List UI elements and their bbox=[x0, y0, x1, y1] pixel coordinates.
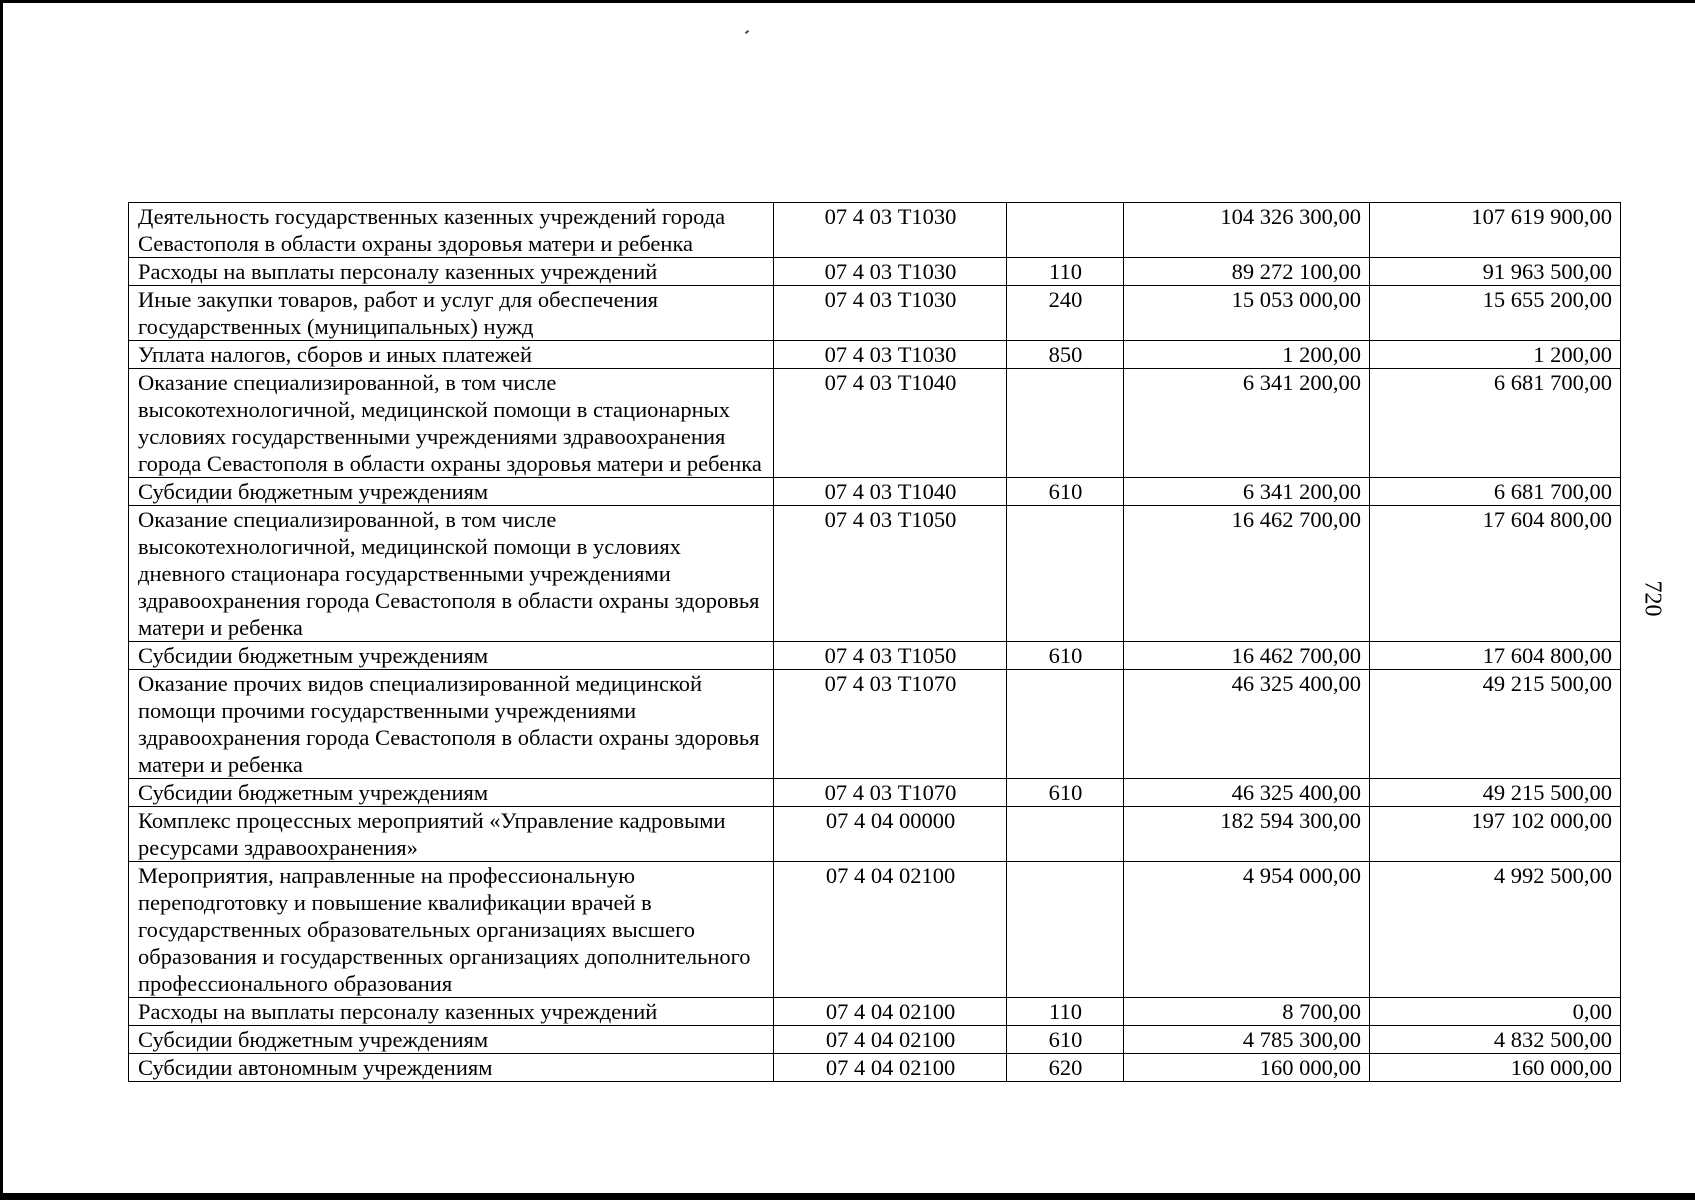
row-name-cell: Субсидии бюджетным учреждениям bbox=[129, 779, 774, 807]
table-row bbox=[129, 478, 1621, 506]
row-amount-2-cell: 17 604 800,00 bbox=[1370, 506, 1621, 642]
row-amount-2-cell: 197 102 000,00 bbox=[1370, 807, 1621, 862]
row-amount-2-cell: 4 992 500,00 bbox=[1370, 862, 1621, 998]
row-amount-2-cell: 4 832 500,00 bbox=[1370, 1026, 1621, 1054]
row-amount-2-cell: 49 215 500,00 bbox=[1370, 670, 1621, 779]
budget-table-body bbox=[129, 203, 1621, 1082]
table-row bbox=[129, 1026, 1621, 1054]
row-amount-1-cell: 1 200,00 bbox=[1124, 341, 1370, 369]
row-code-cell: 07 4 03 Т1030 bbox=[774, 341, 1007, 369]
row-name-cell: Иные закупки товаров, работ и услуг для обеспечения государственных (муниципальных) нужд bbox=[129, 286, 774, 341]
row-amount-1-cell: 46 325 400,00 bbox=[1124, 779, 1370, 807]
row-type-cell: 610 bbox=[1007, 478, 1124, 506]
row-name-cell: Расходы на выплаты персоналу казенных учреждений bbox=[129, 258, 774, 286]
row-name-cell: Субсидии бюджетным учреждениям bbox=[129, 478, 774, 506]
row-type-cell: 110 bbox=[1007, 258, 1124, 286]
row-type-cell bbox=[1007, 369, 1124, 478]
row-code-cell: 07 4 03 Т1040 bbox=[774, 478, 1007, 506]
row-amount-1-cell: 182 594 300,00 bbox=[1124, 807, 1370, 862]
row-amount-2-cell: 0,00 bbox=[1370, 998, 1621, 1026]
row-type-cell: 610 bbox=[1007, 1026, 1124, 1054]
row-name-cell: Субсидии бюджетным учреждениям bbox=[129, 642, 774, 670]
page-number: 720 bbox=[1639, 580, 1666, 617]
row-code-cell: 07 4 03 Т1070 bbox=[774, 779, 1007, 807]
table-row bbox=[129, 369, 1621, 478]
row-amount-2-cell: 15 655 200,00 bbox=[1370, 286, 1621, 341]
row-name-cell: Уплата налогов, сборов и иных платежей bbox=[129, 341, 774, 369]
row-type-cell bbox=[1007, 862, 1124, 998]
row-amount-1-cell: 6 341 200,00 bbox=[1124, 478, 1370, 506]
budget-table bbox=[128, 202, 1621, 1082]
row-amount-2-cell: 17 604 800,00 bbox=[1370, 642, 1621, 670]
row-code-cell: 07 4 03 Т1030 bbox=[774, 203, 1007, 258]
row-type-cell: 620 bbox=[1007, 1054, 1124, 1082]
row-name-cell: Деятельность государственных казенных учреждений города Севастополя в области охраны здоровья матери и ребенка bbox=[129, 203, 774, 258]
row-amount-1-cell: 4 954 000,00 bbox=[1124, 862, 1370, 998]
row-name-cell: Оказание прочих видов специализированной медицинской помощи прочими государственными учреждениями здравоохранения города Севастополя в области охраны здоровья матери и ребенка bbox=[129, 670, 774, 779]
row-code-cell: 07 4 04 00000 bbox=[774, 807, 1007, 862]
row-code-cell: 07 4 04 02100 bbox=[774, 1054, 1007, 1082]
scan-edge-bottom bbox=[0, 1193, 1695, 1200]
table-row bbox=[129, 807, 1621, 862]
table-row bbox=[129, 203, 1621, 258]
row-amount-2-cell: 160 000,00 bbox=[1370, 1054, 1621, 1082]
scan-edge-top bbox=[0, 0, 1695, 3]
table-row bbox=[129, 779, 1621, 807]
row-amount-2-cell: 49 215 500,00 bbox=[1370, 779, 1621, 807]
row-amount-1-cell: 89 272 100,00 bbox=[1124, 258, 1370, 286]
row-amount-2-cell: 6 681 700,00 bbox=[1370, 478, 1621, 506]
row-code-cell: 07 4 03 Т1030 bbox=[774, 286, 1007, 341]
row-type-cell bbox=[1007, 807, 1124, 862]
table-row bbox=[129, 286, 1621, 341]
row-code-cell: 07 4 03 Т1040 bbox=[774, 369, 1007, 478]
row-name-cell: Оказание специализированной, в том числе высокотехнологичной, медицинской помощи в условиях дневного стационара государственными учреждениями здравоохранения города Севастополя в области охраны здоровья матери и ребенка bbox=[129, 506, 774, 642]
row-name-cell: Комплекс процессных мероприятий «Управление кадровыми ресурсами здравоохранения» bbox=[129, 807, 774, 862]
row-name-cell: Расходы на выплаты персоналу казенных учреждений bbox=[129, 998, 774, 1026]
row-name-cell: Субсидии автономным учреждениям bbox=[129, 1054, 774, 1082]
table-row bbox=[129, 998, 1621, 1026]
row-type-cell bbox=[1007, 670, 1124, 779]
table-row bbox=[129, 341, 1621, 369]
row-amount-1-cell: 16 462 700,00 bbox=[1124, 642, 1370, 670]
row-amount-1-cell: 46 325 400,00 bbox=[1124, 670, 1370, 779]
row-code-cell: 07 4 03 Т1030 bbox=[774, 258, 1007, 286]
row-type-cell bbox=[1007, 203, 1124, 258]
row-amount-1-cell: 15 053 000,00 bbox=[1124, 286, 1370, 341]
row-code-cell: 07 4 04 02100 bbox=[774, 1026, 1007, 1054]
scan-speck bbox=[745, 30, 749, 34]
row-amount-2-cell: 1 200,00 bbox=[1370, 341, 1621, 369]
row-code-cell: 07 4 03 Т1050 bbox=[774, 506, 1007, 642]
row-code-cell: 07 4 03 Т1070 bbox=[774, 670, 1007, 779]
row-amount-1-cell: 8 700,00 bbox=[1124, 998, 1370, 1026]
scan-edge-left bbox=[0, 0, 3, 1200]
row-type-cell: 850 bbox=[1007, 341, 1124, 369]
row-amount-2-cell: 91 963 500,00 bbox=[1370, 258, 1621, 286]
row-name-cell: Мероприятия, направленные на профессиональную переподготовку и повышение квалификации врачей в государственных образовательных организациях высшего образования и государственных организациях дополнительного профессионального образования bbox=[129, 862, 774, 998]
row-amount-2-cell: 6 681 700,00 bbox=[1370, 369, 1621, 478]
row-code-cell: 07 4 04 02100 bbox=[774, 998, 1007, 1026]
row-type-cell: 610 bbox=[1007, 779, 1124, 807]
table-row bbox=[129, 258, 1621, 286]
row-type-cell: 610 bbox=[1007, 642, 1124, 670]
row-amount-1-cell: 160 000,00 bbox=[1124, 1054, 1370, 1082]
table-row bbox=[129, 862, 1621, 998]
row-type-cell bbox=[1007, 506, 1124, 642]
row-code-cell: 07 4 03 Т1050 bbox=[774, 642, 1007, 670]
row-type-cell: 110 bbox=[1007, 998, 1124, 1026]
table-row bbox=[129, 1054, 1621, 1082]
row-type-cell: 240 bbox=[1007, 286, 1124, 341]
row-amount-2-cell: 107 619 900,00 bbox=[1370, 203, 1621, 258]
row-code-cell: 07 4 04 02100 bbox=[774, 862, 1007, 998]
table-row bbox=[129, 642, 1621, 670]
row-name-cell: Оказание специализированной, в том числе высокотехнологичной, медицинской помощи в стационарных условиях государственными учреждениями здравоохранения города Севастополя в области охраны здоровья матери и ребенка bbox=[129, 369, 774, 478]
table-row bbox=[129, 670, 1621, 779]
row-amount-1-cell: 16 462 700,00 bbox=[1124, 506, 1370, 642]
table-row bbox=[129, 506, 1621, 642]
row-amount-1-cell: 104 326 300,00 bbox=[1124, 203, 1370, 258]
row-amount-1-cell: 6 341 200,00 bbox=[1124, 369, 1370, 478]
row-amount-1-cell: 4 785 300,00 bbox=[1124, 1026, 1370, 1054]
row-name-cell: Субсидии бюджетным учреждениям bbox=[129, 1026, 774, 1054]
